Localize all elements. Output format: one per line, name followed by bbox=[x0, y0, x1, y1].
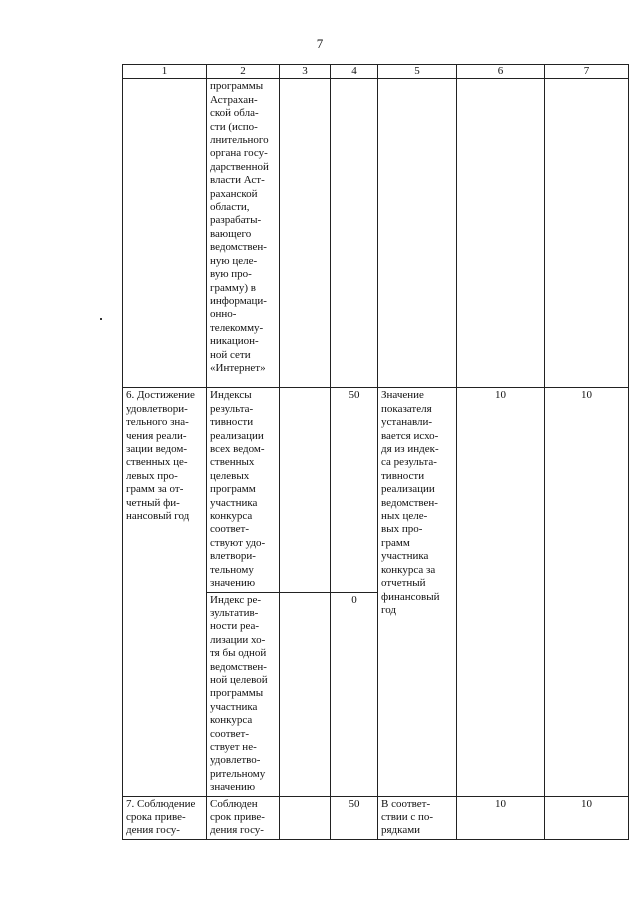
score-cell: 50 bbox=[331, 388, 378, 592]
column-number-7: 7 bbox=[545, 65, 629, 79]
column7-cell: 10 bbox=[545, 796, 629, 839]
score-cell: 50 bbox=[331, 796, 378, 839]
column-number-3: 3 bbox=[280, 65, 331, 79]
criteria-table bbox=[122, 64, 629, 840]
table-header-row bbox=[123, 65, 629, 79]
column3-cell bbox=[280, 388, 331, 592]
table-row bbox=[123, 79, 629, 388]
scan-speck bbox=[100, 318, 102, 320]
table-row bbox=[123, 388, 629, 592]
column6-cell: 10 bbox=[457, 388, 545, 796]
column7-cell: 10 bbox=[545, 388, 629, 796]
page-number: 7 bbox=[316, 36, 324, 51]
indicator-cell: Индекс ре- зультатив- ности реа- лизации хо- тя бы одной ведомствен- ной целевой программы участника конкурса соответ- ствует не- удовлетво- рительному значению bbox=[207, 592, 280, 796]
explanation-cell: В соответ- ствии с по- рядками bbox=[378, 796, 457, 839]
indicator-cell: Индексы результа- тивности реализации всех ведом- ственных целевых программ участника конкурса соответ- ствуют удо- влетвори- тельному значению bbox=[207, 388, 280, 592]
score-cell: 0 bbox=[331, 592, 378, 796]
column7-cell bbox=[545, 79, 629, 388]
indicator-cell: программы Астрахан- ской обла- сти (испо- лнительного органа госу- дарственной власти Аст- раханской области, разрабаты- вающего ведомствен- ную целе- вую про- грамму) в информаци- онно- телекомму- никацион- ной сети «Интернет» bbox=[207, 79, 280, 388]
explanation-cell bbox=[378, 79, 457, 388]
criterion-cell: 6. Достижение удовлетвори- тельного зна- чения реали- зации ведом- ственных це- левых про- грамм за от- четный фи- нансовый год bbox=[123, 388, 207, 796]
score-cell bbox=[331, 79, 378, 388]
column6-cell: 10 bbox=[457, 796, 545, 839]
column-number-2: 2 bbox=[207, 65, 280, 79]
column6-cell bbox=[457, 79, 545, 388]
column3-cell bbox=[280, 796, 331, 839]
column3-cell bbox=[280, 79, 331, 388]
column3-cell bbox=[280, 592, 331, 796]
indicator-cell: Соблюден срок приве- дения госу- bbox=[207, 796, 280, 839]
column-number-4: 4 bbox=[331, 65, 378, 79]
table-row bbox=[123, 796, 629, 839]
explanation-cell: Значение показателя устанавли- вается исхо- дя из индек- са результа- тивности реализации ведомствен- ных целе- вых про- грамм участника конкурса за отчетный финансовый год bbox=[378, 388, 457, 796]
column-number-6: 6 bbox=[457, 65, 545, 79]
criterion-cell: 7. Соблюдение срока приве- дения госу- bbox=[123, 796, 207, 839]
column-number-1: 1 bbox=[123, 65, 207, 79]
column-number-5: 5 bbox=[378, 65, 457, 79]
criterion-cell bbox=[123, 79, 207, 388]
